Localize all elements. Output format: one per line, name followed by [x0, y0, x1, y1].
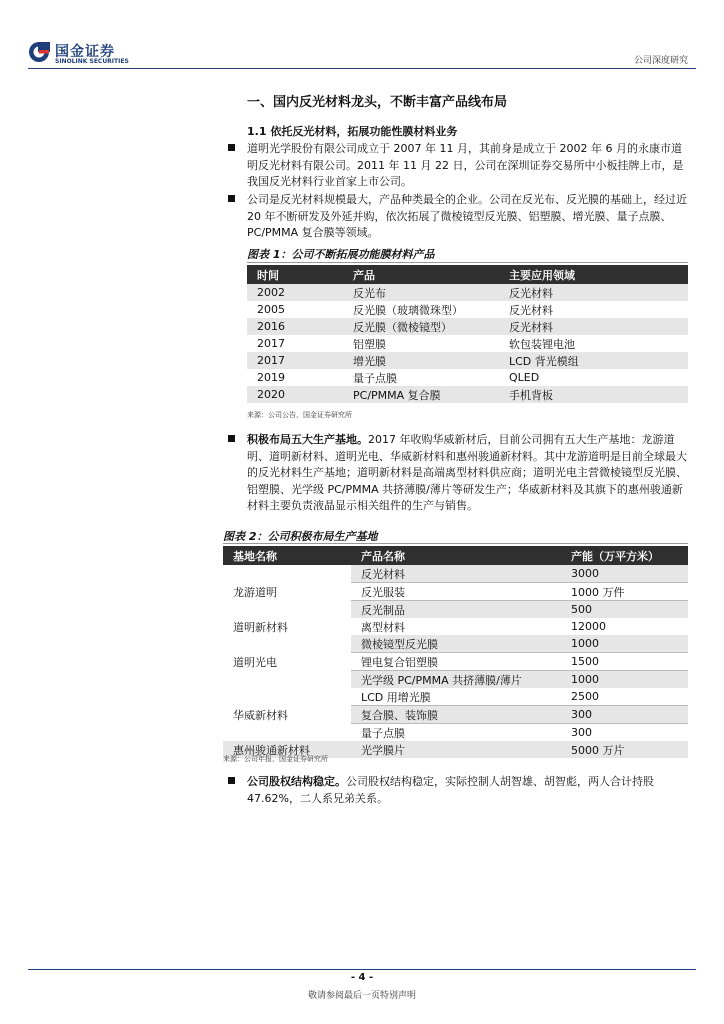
- table-cell: 离型材料: [361, 620, 405, 634]
- table-cell: 1000 万件: [561, 583, 688, 601]
- bullet-icon: [228, 195, 235, 202]
- table-cell: 反光布: [343, 284, 499, 301]
- table-cell: 2002: [247, 284, 343, 301]
- table-cell: 增光膜: [343, 352, 499, 369]
- column-header: 基地名称: [223, 546, 351, 565]
- column-header: 产能（万平方米）: [561, 546, 688, 565]
- table-cell: 锂电复合铝塑膜: [351, 653, 561, 671]
- logo-text-en: SINOLINK SECURITIES: [55, 58, 129, 65]
- column-header: 主要应用领域: [499, 265, 688, 284]
- table-cell: 反光材料: [351, 565, 561, 583]
- table-header-row: [247, 265, 688, 284]
- paragraph-shareholding: [247, 774, 687, 807]
- table-cell: 反光服装: [351, 583, 561, 601]
- table-row: [247, 352, 688, 369]
- table-cell: 反光材料: [509, 303, 553, 317]
- product-table: [247, 265, 688, 403]
- table-cell: 反光制品: [351, 601, 561, 619]
- header-divider: [28, 68, 696, 69]
- table-cell: 2017: [247, 352, 343, 369]
- table-cell: 1500: [561, 653, 688, 671]
- paragraph-text: 公司是反光材料规模最大，产品种类最全的企业。公司在反光布、反光膜的基础上，经过近 20 年不断研发及外延并购，依次拓展了微棱镜型反光膜、铝塑膜、增光膜、量子点膜、PC/PMMA 复合膜等领域。: [247, 193, 687, 239]
- table-row: [247, 335, 688, 352]
- table-row: [247, 318, 688, 335]
- section-heading: 一、国内反光材料龙头，不断丰富产品线布局: [247, 95, 508, 110]
- table-row: [247, 386, 688, 403]
- column-header: 产品名称: [351, 546, 561, 565]
- table-row: [247, 369, 688, 386]
- table-cell: LCD 用增光膜: [351, 688, 561, 706]
- table-cell: LCD 背光模组: [499, 352, 688, 369]
- table-cell: 微棱镜型反光膜: [351, 635, 561, 653]
- table-cell: 反光材料: [499, 318, 688, 335]
- column-header: 产品: [343, 265, 499, 284]
- logo-text-cn: 国金证券: [55, 44, 115, 60]
- footer-divider: [28, 969, 696, 970]
- table-row: [223, 635, 688, 653]
- production-base-table: [223, 546, 688, 758]
- table-row: [223, 618, 688, 635]
- table2-caption: 图表 2：公司积极布局生产基地: [223, 530, 378, 543]
- table-cell: 500: [561, 601, 688, 619]
- table-cell: 复合膜、装饰膜: [351, 706, 561, 724]
- table-cell: 2019: [257, 371, 285, 384]
- table-cell: 12000: [571, 620, 606, 633]
- table-cell: 光学级 PC/PMMA 共挤薄膜/薄片: [351, 671, 561, 689]
- table-cell: 2005: [257, 303, 285, 316]
- table-cell: 2500: [561, 688, 688, 706]
- paragraph-text: 公司股权结构稳定，实际控制人胡智雄、胡智彪，两人合计持股 47.62%，二人系兄弟关系。: [247, 775, 654, 805]
- base-name-cell: 龙游道明: [223, 565, 351, 618]
- table-cell: 反光材料: [499, 284, 688, 301]
- bullet-icon: [228, 777, 235, 784]
- table-cell: 手机背板: [499, 386, 688, 403]
- table-cell: 3000: [561, 565, 688, 583]
- paragraph-lead: 积极布局五大生产基地。: [247, 433, 368, 446]
- table1-caption: 图表 1：公司不断拓展功能膜材料产品: [247, 248, 435, 261]
- paragraph-text: 2017 年收购华威新材后，目前公司拥有五大生产基地：龙游道明、道明新材料、道明光电、华威新材料和惠州骏通新材料。其中龙游道明是目前全球最大的反光材料生产基地；道明新材料是高端离型材料供应商；道明光电主营微棱镜型反光膜、铝塑膜、光学级 PC/PMMA 共挤薄膜/薄片等研发生产；华威新材料及其旗下的惠州骏通新材料主要负责液晶显示相关组件的生产与销售。: [247, 433, 687, 512]
- table-cell: 1000: [561, 635, 688, 653]
- table-cell: 光学膜片: [351, 741, 561, 758]
- sinolink-logo-icon: [28, 41, 50, 63]
- table-row: [223, 688, 688, 706]
- base-name-cell: 道明光电: [223, 635, 351, 688]
- caption-divider: [247, 262, 688, 263]
- table2-source: 来源：公司年报，国金证券研究所: [223, 755, 328, 763]
- column-header: 时间: [247, 265, 343, 284]
- paragraph-production-bases: [247, 432, 687, 515]
- paragraph-company-history: [247, 141, 687, 191]
- paragraph-lead: 公司股权结构稳定。: [247, 775, 346, 788]
- table-cell: 5000 万片: [561, 741, 688, 758]
- table-cell: 铝塑膜: [353, 337, 386, 351]
- table-cell: 2016: [247, 318, 343, 335]
- bullet-icon: [228, 144, 235, 151]
- caption-divider: [223, 543, 688, 544]
- table-cell: 300: [561, 706, 688, 724]
- table-cell: 2017: [257, 337, 285, 350]
- table1-source: 来源：公司公告，国金证券研究所: [247, 411, 352, 419]
- table-cell: 反光膜（微棱镜型）: [343, 318, 499, 335]
- base-name-cell: 惠州骏通新材料: [223, 741, 351, 758]
- page-number: - 4 -: [350, 972, 374, 983]
- table-header-row: [223, 546, 688, 565]
- table-cell: 量子点膜: [361, 726, 405, 740]
- table-row: [247, 301, 688, 318]
- company-logo: [28, 39, 132, 67]
- table-cell: 2020: [247, 386, 343, 403]
- table-cell: 1000: [561, 671, 688, 689]
- footer-disclaimer: 敬请参阅最后一页特别声明: [307, 991, 416, 1001]
- table-cell: PC/PMMA 复合膜: [343, 386, 499, 403]
- table-cell: 软包装锂电池: [509, 337, 575, 351]
- base-name-cell: 华威新材料: [223, 688, 351, 741]
- table-cell: QLED: [509, 371, 540, 384]
- table-cell: 反光膜（玻璃微珠型）: [353, 303, 463, 317]
- paragraph-text: 道明光学股份有限公司成立于 2007 年 11 月，其前身是成立于 2002 年 6 月的永康市道明反光材料有限公司。2011 年 11 月 22 日，公司在深圳证券交易所中小板挂牌上市，是我国反光材料行业首家上市公司。: [247, 142, 684, 188]
- bullet-icon: [228, 435, 235, 442]
- table-cell: 量子点膜: [353, 371, 397, 385]
- base-name-cell: 道明新材料: [233, 620, 288, 634]
- table-cell: 300: [571, 726, 592, 739]
- paragraph-product-expansion: [247, 192, 687, 242]
- report-type-label: 公司深度研究: [633, 56, 688, 66]
- table-row: [223, 565, 688, 583]
- subsection-heading: 1.1 依托反光材料，拓展功能性膜材料业务: [247, 125, 458, 138]
- table-row: [247, 284, 688, 301]
